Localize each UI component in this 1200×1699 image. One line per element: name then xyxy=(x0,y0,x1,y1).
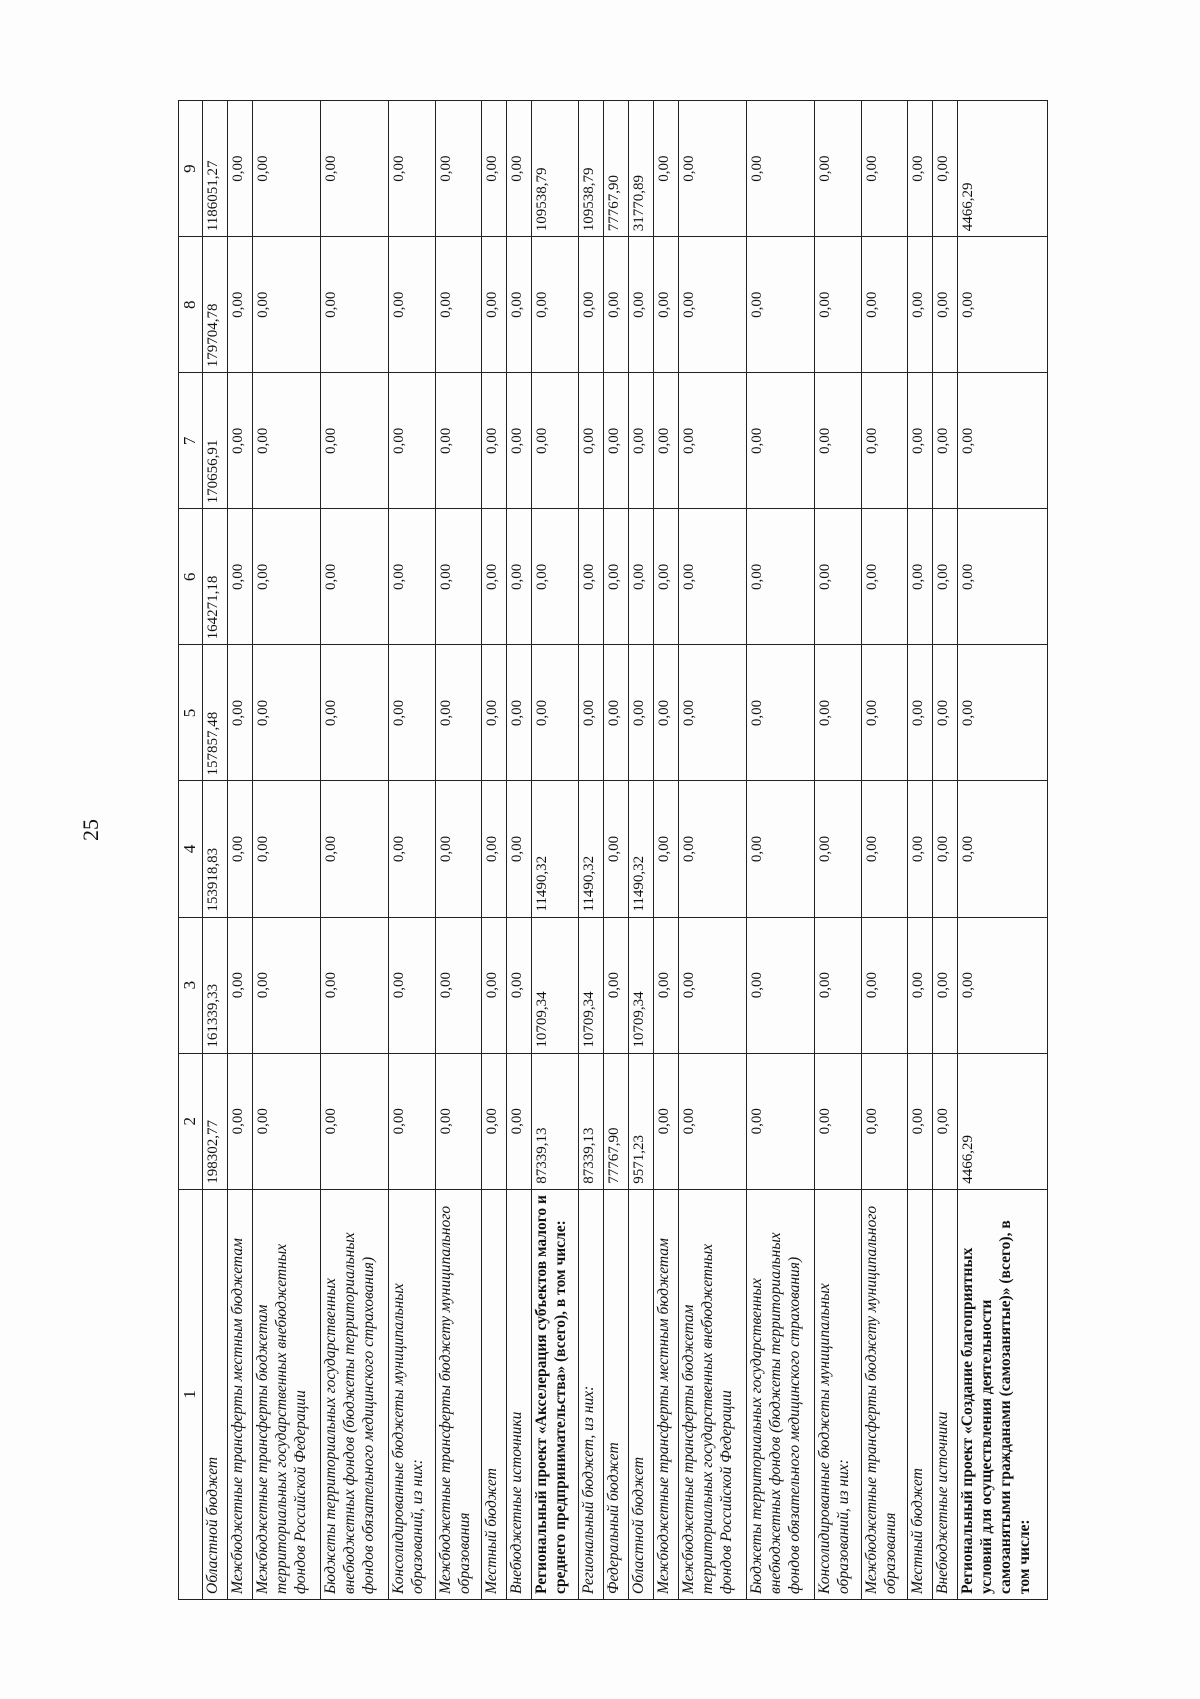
table-cell: 0,00 xyxy=(933,237,958,373)
table-cell: 198302,77 xyxy=(202,1053,227,1189)
table-cell: 0,00 xyxy=(532,373,579,509)
table-cell: 0,00 xyxy=(653,781,678,917)
page-number: 25 xyxy=(78,819,103,841)
table-cell: 0,00 xyxy=(603,781,628,917)
table-cell: 31770,89 xyxy=(628,101,653,237)
table-cell: 0,00 xyxy=(653,237,678,373)
table-cell: 0,00 xyxy=(507,645,532,781)
table-cell: 0,00 xyxy=(389,645,436,781)
table-cell: 0,00 xyxy=(861,101,908,237)
table-cell: 0,00 xyxy=(435,1053,482,1189)
table-cell: 0,00 xyxy=(653,101,678,237)
column-header: 5 xyxy=(179,645,203,781)
table-body xyxy=(202,101,1047,1600)
table-cell: 0,00 xyxy=(653,373,678,509)
row-label: Консолидированные бюджеты муниципальных образований, из них: xyxy=(815,1189,862,1599)
table-cell: 0,00 xyxy=(227,917,252,1053)
row-label: Региональный проект «Акселерация субъектов малого и среднего предпринимательства» (всего), в том числе: xyxy=(532,1189,579,1599)
table-cell: 0,00 xyxy=(746,373,814,509)
table-cell: 0,00 xyxy=(861,237,908,373)
table-cell: 11490,32 xyxy=(532,781,579,917)
table-cell: 0,00 xyxy=(678,1053,746,1189)
table-cell: 0,00 xyxy=(578,373,603,509)
table-cell: 0,00 xyxy=(628,509,653,645)
table-cell: 0,00 xyxy=(653,1053,678,1189)
table-cell: 10709,34 xyxy=(628,917,653,1053)
table-cell: 164271,18 xyxy=(202,509,227,645)
table-cell: 0,00 xyxy=(861,509,908,645)
table-cell: 0,00 xyxy=(389,509,436,645)
table-cell: 0,00 xyxy=(908,373,933,509)
table-cell: 0,00 xyxy=(908,237,933,373)
table-cell: 0,00 xyxy=(435,781,482,917)
row-label: Федеральный бюджет xyxy=(603,1189,628,1599)
table-row xyxy=(908,101,933,1600)
table-cell: 0,00 xyxy=(628,237,653,373)
table-cell: 0,00 xyxy=(389,101,436,237)
table-cell: 0,00 xyxy=(227,781,252,917)
table-cell: 10709,34 xyxy=(578,917,603,1053)
table-cell: 0,00 xyxy=(908,645,933,781)
table-cell: 0,00 xyxy=(507,373,532,509)
table-cell: 0,00 xyxy=(815,917,862,1053)
table-cell: 0,00 xyxy=(507,101,532,237)
table-cell: 0,00 xyxy=(435,101,482,237)
table-row xyxy=(933,101,958,1600)
table-cell: 0,00 xyxy=(227,1053,252,1189)
table-cell: 0,00 xyxy=(227,373,252,509)
table-cell: 0,00 xyxy=(252,781,320,917)
table-cell: 0,00 xyxy=(252,645,320,781)
table-cell: 0,00 xyxy=(908,781,933,917)
row-label: Межбюджетные трансферты бюджету муниципального образования xyxy=(435,1189,482,1599)
table-cell: 0,00 xyxy=(603,645,628,781)
table-cell: 0,00 xyxy=(933,917,958,1053)
table-cell: 0,00 xyxy=(861,1053,908,1189)
table-cell: 1186051,27 xyxy=(202,101,227,237)
table-cell: 0,00 xyxy=(532,509,579,645)
row-label: Межбюджетные трансферты местным бюджетам xyxy=(227,1189,252,1599)
table-cell: 0,00 xyxy=(320,237,388,373)
row-label: Областной бюджет xyxy=(628,1189,653,1599)
row-label: Областной бюджет xyxy=(202,1189,227,1599)
table-cell: 153918,83 xyxy=(202,781,227,917)
table-cell: 0,00 xyxy=(252,237,320,373)
table-cell: 11490,32 xyxy=(628,781,653,917)
table-cell: 77767,90 xyxy=(603,1053,628,1189)
column-header: 2 xyxy=(179,1053,203,1189)
table-cell: 0,00 xyxy=(678,781,746,917)
table-row xyxy=(628,101,653,1600)
table-cell: 4466,29 xyxy=(958,101,1048,237)
table-cell: 0,00 xyxy=(958,237,1048,373)
table-cell: 0,00 xyxy=(815,509,862,645)
table-cell: 87339,13 xyxy=(532,1053,579,1189)
table-cell: 0,00 xyxy=(815,1053,862,1189)
table-cell: 87339,13 xyxy=(578,1053,603,1189)
table-cell: 0,00 xyxy=(746,237,814,373)
table-cell: 0,00 xyxy=(746,1053,814,1189)
table-cell: 0,00 xyxy=(678,101,746,237)
table-cell: 4466,29 xyxy=(958,1053,1048,1189)
table-cell: 0,00 xyxy=(815,781,862,917)
table-cell: 0,00 xyxy=(908,917,933,1053)
table-cell: 0,00 xyxy=(933,1053,958,1189)
table-cell: 0,00 xyxy=(861,645,908,781)
table-cell: 0,00 xyxy=(678,373,746,509)
table-cell: 0,00 xyxy=(746,645,814,781)
table-cell: 0,00 xyxy=(227,101,252,237)
table-cell: 0,00 xyxy=(320,1053,388,1189)
table-cell: 0,00 xyxy=(227,645,252,781)
table-cell: 0,00 xyxy=(507,509,532,645)
table-cell: 0,00 xyxy=(482,101,507,237)
table-row xyxy=(482,101,507,1600)
column-header: 9 xyxy=(179,101,203,237)
table-cell: 0,00 xyxy=(958,781,1048,917)
table-cell: 0,00 xyxy=(653,917,678,1053)
table-row xyxy=(507,101,532,1600)
table-cell: 11490,32 xyxy=(578,781,603,917)
column-header: 1 xyxy=(179,1189,203,1599)
table-cell: 109538,79 xyxy=(578,101,603,237)
row-label: Межбюджетные трансферты бюджету муниципального образования xyxy=(861,1189,908,1599)
row-label: Внебюджетные источники xyxy=(507,1189,532,1599)
table-cell: 0,00 xyxy=(227,237,252,373)
table-cell: 0,00 xyxy=(532,645,579,781)
table-row xyxy=(603,101,628,1600)
table-row xyxy=(202,101,227,1600)
table-cell: 0,00 xyxy=(933,645,958,781)
table-cell: 0,00 xyxy=(933,509,958,645)
table-cell: 0,00 xyxy=(320,917,388,1053)
table-cell: 0,00 xyxy=(746,781,814,917)
budget-table xyxy=(178,100,1048,1600)
table-cell: 0,00 xyxy=(861,373,908,509)
table-cell: 0,00 xyxy=(507,781,532,917)
table-cell: 0,00 xyxy=(908,509,933,645)
table-cell: 0,00 xyxy=(252,101,320,237)
table-row xyxy=(678,101,746,1600)
table-cell: 0,00 xyxy=(227,509,252,645)
table-cell: 0,00 xyxy=(603,917,628,1053)
table-cell: 0,00 xyxy=(958,509,1048,645)
table-cell: 0,00 xyxy=(435,373,482,509)
table-cell: 10709,34 xyxy=(532,917,579,1053)
table-cell: 0,00 xyxy=(389,237,436,373)
table-cell: 0,00 xyxy=(435,917,482,1053)
table-cell: 0,00 xyxy=(678,917,746,1053)
table-cell: 0,00 xyxy=(507,917,532,1053)
table-cell: 0,00 xyxy=(320,509,388,645)
column-header: 7 xyxy=(179,373,203,509)
table-cell: 0,00 xyxy=(933,373,958,509)
table-row xyxy=(815,101,862,1600)
row-label: Местный бюджет xyxy=(908,1189,933,1599)
row-label: Внебюджетные источники xyxy=(933,1189,958,1599)
table-cell: 0,00 xyxy=(628,645,653,781)
table-cell: 0,00 xyxy=(933,101,958,237)
table-row xyxy=(320,101,388,1600)
row-label: Консолидированные бюджеты муниципальных образований, из них: xyxy=(389,1189,436,1599)
table-row xyxy=(958,101,1048,1600)
table-cell: 0,00 xyxy=(389,917,436,1053)
table-cell: 0,00 xyxy=(507,1053,532,1189)
table-cell: 0,00 xyxy=(678,645,746,781)
row-label: Местный бюджет xyxy=(482,1189,507,1599)
table-cell: 0,00 xyxy=(933,781,958,917)
table-cell: 0,00 xyxy=(482,645,507,781)
table-row xyxy=(746,101,814,1600)
table-cell: 0,00 xyxy=(320,645,388,781)
table-cell: 0,00 xyxy=(252,373,320,509)
column-header: 3 xyxy=(179,917,203,1053)
table-cell: 9571,23 xyxy=(628,1053,653,1189)
table-cell: 179704,78 xyxy=(202,237,227,373)
table-cell: 0,00 xyxy=(603,373,628,509)
row-label: Региональный бюджет, из них: xyxy=(578,1189,603,1599)
table-cell: 0,00 xyxy=(628,373,653,509)
table-cell: 0,00 xyxy=(958,917,1048,1053)
table-cell: 0,00 xyxy=(389,781,436,917)
rotated-table-wrapper xyxy=(178,100,1048,1600)
column-header: 6 xyxy=(179,509,203,645)
table-row xyxy=(435,101,482,1600)
table-cell: 0,00 xyxy=(532,237,579,373)
row-label: Межбюджетные трансферты бюджетам территориальных государственных внебюджетных фондов Российской Федерации xyxy=(252,1189,320,1599)
table-cell: 0,00 xyxy=(482,917,507,1053)
table-row xyxy=(578,101,603,1600)
row-label: Бюджеты территориальных государственных внебюджетных фондов (бюджеты территориальных фондов обязательного медицинского страхования) xyxy=(320,1189,388,1599)
table-cell: 77767,90 xyxy=(603,101,628,237)
table-cell: 0,00 xyxy=(482,373,507,509)
table-row xyxy=(252,101,320,1600)
table-cell: 0,00 xyxy=(320,101,388,237)
table-cell: 0,00 xyxy=(507,237,532,373)
table-cell: 0,00 xyxy=(578,509,603,645)
table-cell: 0,00 xyxy=(861,917,908,1053)
table-cell: 0,00 xyxy=(578,237,603,373)
table-cell: 0,00 xyxy=(435,509,482,645)
table-cell: 0,00 xyxy=(958,373,1048,509)
table-cell: 0,00 xyxy=(746,917,814,1053)
row-label: Межбюджетные трансферты местным бюджетам xyxy=(653,1189,678,1599)
table-cell: 0,00 xyxy=(482,509,507,645)
table-cell: 0,00 xyxy=(482,237,507,373)
table-cell: 0,00 xyxy=(435,645,482,781)
table-cell: 0,00 xyxy=(746,509,814,645)
table-row xyxy=(227,101,252,1600)
table-cell: 0,00 xyxy=(252,509,320,645)
table-cell: 0,00 xyxy=(482,781,507,917)
table-cell: 0,00 xyxy=(389,373,436,509)
table-row xyxy=(389,101,436,1600)
table-cell: 0,00 xyxy=(678,509,746,645)
column-header: 8 xyxy=(179,237,203,373)
table-cell: 0,00 xyxy=(482,1053,507,1189)
table-cell: 0,00 xyxy=(815,101,862,237)
table-cell: 0,00 xyxy=(252,1053,320,1189)
table-cell: 157857,48 xyxy=(202,645,227,781)
table-cell: 0,00 xyxy=(746,101,814,237)
table-cell: 0,00 xyxy=(320,373,388,509)
table-cell: 0,00 xyxy=(603,237,628,373)
table-cell: 0,00 xyxy=(603,509,628,645)
table-cell: 0,00 xyxy=(320,781,388,917)
table-cell: 0,00 xyxy=(958,645,1048,781)
table-cell: 161339,33 xyxy=(202,917,227,1053)
table-cell: 0,00 xyxy=(435,237,482,373)
table-cell: 0,00 xyxy=(815,373,862,509)
table-cell: 0,00 xyxy=(252,917,320,1053)
table-cell: 109538,79 xyxy=(532,101,579,237)
table-cell: 0,00 xyxy=(861,781,908,917)
table-row xyxy=(653,101,678,1600)
table-cell: 170656,91 xyxy=(202,373,227,509)
table-cell: 0,00 xyxy=(653,509,678,645)
table-cell: 0,00 xyxy=(815,645,862,781)
table-cell: 0,00 xyxy=(908,101,933,237)
row-label: Региональный проект «Создание благоприятных условий для осуществления деятельности самозанятыми гражданами (самозанятые)» (всего), в том числе: xyxy=(958,1189,1048,1599)
table-cell: 0,00 xyxy=(815,237,862,373)
table-cell: 0,00 xyxy=(908,1053,933,1189)
table-cell: 0,00 xyxy=(678,237,746,373)
table-row xyxy=(532,101,579,1600)
table-row xyxy=(861,101,908,1600)
row-label: Бюджеты территориальных государственных внебюджетных фондов (бюджеты территориальных фондов обязательного медицинского страхования) xyxy=(746,1189,814,1599)
row-label: Межбюджетные трансферты бюджетам территориальных государственных внебюджетных фондов Российской Федерации xyxy=(678,1189,746,1599)
table-cell: 0,00 xyxy=(389,1053,436,1189)
table-header-row xyxy=(179,101,203,1600)
table-cell: 0,00 xyxy=(653,645,678,781)
column-header: 4 xyxy=(179,781,203,917)
table-cell: 0,00 xyxy=(578,645,603,781)
